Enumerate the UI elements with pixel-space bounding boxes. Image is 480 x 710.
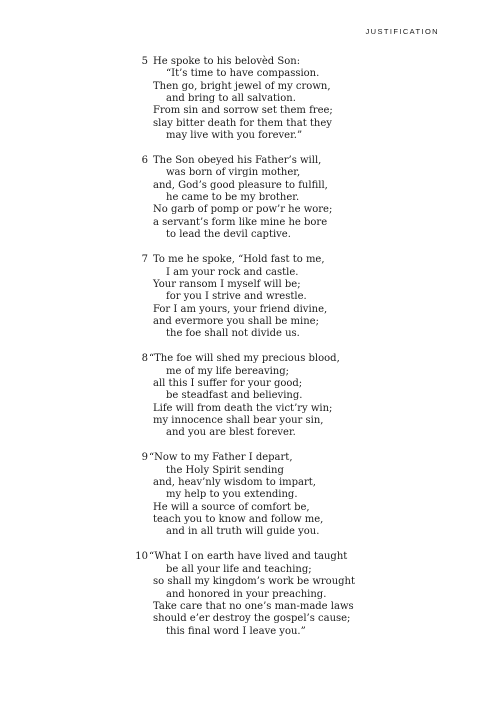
verse-line: so shall my kingdom’s work be wrought	[153, 576, 356, 588]
verse-line: The Son obeyed his Father’s will,	[153, 155, 322, 167]
verse-line: For I am yours, your friend divine,	[153, 303, 328, 315]
verse-line: “The foe will shed my precious blood,	[149, 353, 340, 365]
verse-line: “Now to my Father I depart,	[149, 452, 293, 464]
verse-line: He spoke to his belovèd Son:	[153, 56, 301, 67]
verse-line: this final word I leave you.”	[166, 625, 306, 637]
stanza	[131, 254, 451, 340]
verse-line: a servant’s form like mine he bore	[153, 216, 328, 228]
verse-line: “It’s time to have compassion.	[166, 68, 320, 80]
stanza	[131, 551, 451, 637]
verse-line: “What I on earth have lived and taught	[149, 551, 348, 563]
verse-line: and you are blest forever.	[166, 427, 296, 439]
verse-line: be all your life and teaching;	[166, 563, 312, 575]
verse-line: he came to be my brother.	[166, 192, 300, 204]
verse-line: and, heav’nly wisdom to impart,	[153, 477, 316, 489]
hymn-text	[131, 56, 451, 651]
verse-line: teach you to know and follow me,	[153, 514, 324, 526]
verse-line: to lead the devil captive.	[166, 229, 291, 241]
verse-line: me of my life bereaving;	[166, 365, 290, 377]
stanza-number: 7	[141, 254, 148, 266]
stanza-number: 10	[135, 551, 148, 563]
stanza	[131, 452, 451, 538]
verse-line: my help to you extending.	[166, 489, 298, 501]
verse-line: From sin and sorrow set them free;	[153, 105, 333, 117]
stanza-number: 6	[141, 155, 148, 167]
verse-line: may live with you forever.”	[166, 130, 303, 142]
verse-line: was born of virgin mother,	[166, 167, 301, 179]
stanza	[131, 56, 451, 142]
stanza	[131, 155, 451, 241]
verse-line: and honored in your preaching.	[166, 588, 327, 600]
verse-line: all this I suffer for your good;	[153, 377, 303, 389]
verse-line: Then go, bright jewel of my crown,	[153, 80, 331, 92]
verse-line: and bring to all salvation.	[166, 93, 296, 105]
running-head: JUSTIFICATION	[365, 27, 439, 36]
verse-line: be steadfast and believing.	[166, 390, 303, 402]
verse-line: the Holy Spirit sending	[166, 464, 284, 476]
verse-line: my innocence shall bear your sin,	[153, 415, 324, 426]
verse-line: Your ransom I myself will be;	[153, 278, 301, 290]
verse-line: slay bitter death for them that they	[153, 117, 332, 129]
stanza-number: 5	[141, 56, 148, 67]
verse-line: Life will from death the vict’ry win;	[153, 402, 333, 414]
verse-line: and, God’s good pleasure to fulfill,	[153, 179, 328, 191]
verse-line: and evermore you shall be mine;	[153, 315, 319, 327]
stanza-number: 8	[141, 353, 148, 365]
verse-line: and in all truth will guide you.	[166, 526, 320, 538]
verse-line: Take care that no one’s man-made laws	[153, 600, 354, 612]
verse-line: I am your rock and castle.	[166, 266, 299, 278]
verse-line: should e’er destroy the gospel’s cause;	[153, 613, 351, 625]
verse-line: for you I strive and wrestle.	[166, 291, 307, 303]
stanza-number: 9	[141, 452, 148, 464]
verse-line: No garb of pomp or pow’r he wore;	[153, 204, 333, 216]
stanza	[131, 353, 451, 439]
verse-line: To me he spoke, “Hold fast to me,	[153, 254, 325, 266]
verse-line: He will a source of comfort be,	[153, 501, 310, 513]
verse-line: the foe shall not divide us.	[166, 328, 300, 340]
